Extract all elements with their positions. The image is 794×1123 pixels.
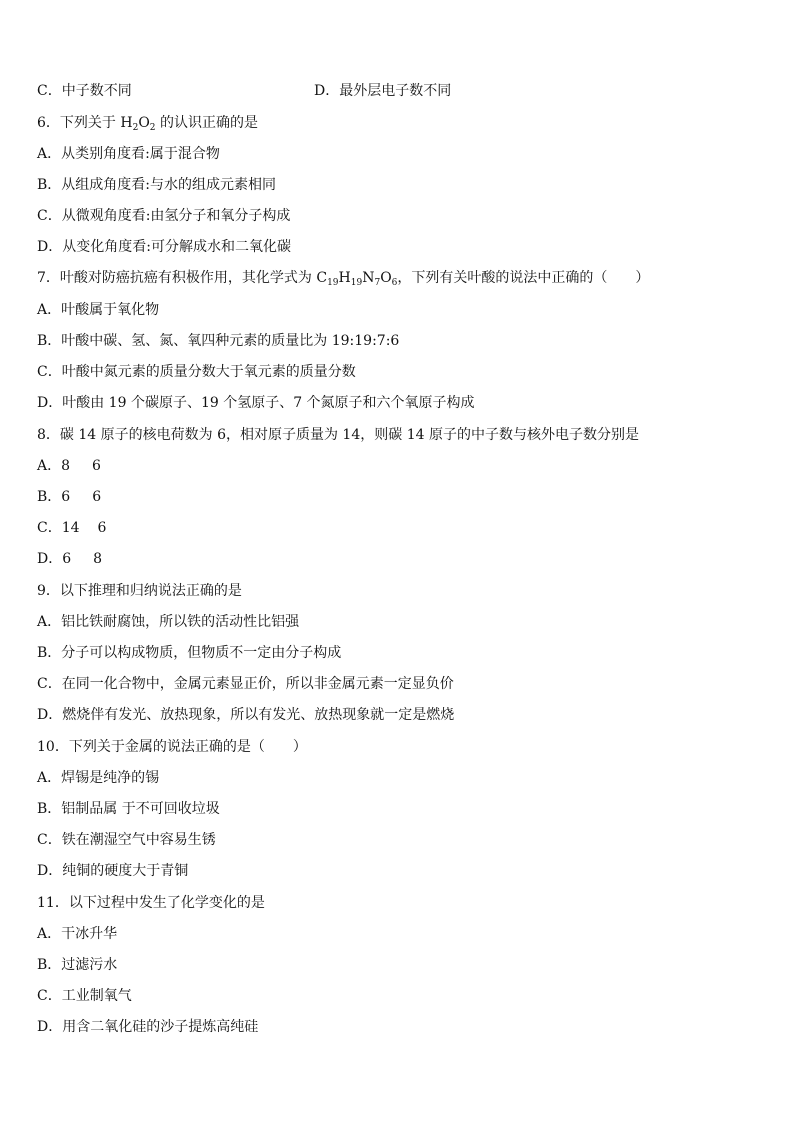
q7-stem: 7．叶酸对防癌抗癌有积极作用，其化学式为 $C_{19}H_{19}N_7O_6$，下列有关叶酸的说法中正确的（ ） <box>37 270 650 288</box>
q9-option-c: C．在同一化合物中，金属元素显正价，所以非金属元素一定显负价 <box>37 676 454 692</box>
q8-option-d: D．6 8 <box>37 551 103 567</box>
q10-option-a: A．焊锡是纯净的锡 <box>37 770 160 786</box>
q6-option-c: C．从微观角度看:由氢分子和氧分子构成 <box>37 208 291 224</box>
q5-option-c: C．中子数不同 <box>37 83 132 99</box>
q9-stem: 9．以下推理和归纳说法正确的是 <box>37 583 242 599</box>
q9-option-b: B．分子可以构成物质，但物质不一定由分子构成 <box>37 645 342 661</box>
q10-stem: 10．下列关于金属的说法正确的是（ ） <box>37 739 307 755</box>
q8-option-c: C．14 6 <box>37 520 107 536</box>
q11-option-b: B．过滤污水 <box>37 957 118 973</box>
q11-option-c: C．工业制氧气 <box>37 988 132 1004</box>
q10-option-b: B．铝制品属 于不可回收垃圾 <box>37 801 220 817</box>
q8-option-a: A．8 6 <box>37 458 101 474</box>
q6-option-a: A．从类别角度看:属于混合物 <box>37 146 220 162</box>
q7-option-d: D．叶酸由 19 个碳原子、19 个氢原子、7 个氮原子和六个氧原子构成 <box>37 395 475 411</box>
q7-option-b: B．叶酸中碳、氢、氮、氧四种元素的质量比为 19:19:7:6 <box>37 333 400 349</box>
q8-option-b: B．6 6 <box>37 489 102 505</box>
q9-option-d: D．燃烧伴有发光、放热现象，所以有发光、放热现象就一定是燃烧 <box>37 707 455 723</box>
q10-option-c: C．铁在潮湿空气中容易生锈 <box>37 832 216 848</box>
q5-option-d: D．最外层电子数不同 <box>314 83 452 99</box>
q10-option-d: D．纯铜的硬度大于青铜 <box>37 863 189 879</box>
q7-option-a: A．叶酸属于氧化物 <box>37 302 160 318</box>
q6-stem: 6．下列关于 $H_2O_2$ 的认识正确的是 <box>37 115 258 133</box>
q11-option-d: D．用含二氧化硅的沙子提炼高纯硅 <box>37 1019 259 1035</box>
q8-stem: 8．碳 14 原子的核电荷数为 6，相对原子质量为 14，则碳 14 原子的中子数与核外电子数分别是 <box>37 427 639 443</box>
q6-option-d: D．从变化角度看:可分解成水和二氧化碳 <box>37 239 291 255</box>
q11-option-a: A．干冰升华 <box>37 926 118 942</box>
q7-option-c: C．叶酸中氮元素的质量分数大于氧元素的质量分数 <box>37 364 356 380</box>
q6-option-b: B．从组成角度看:与水的组成元素相同 <box>37 177 277 193</box>
q9-option-a: A．铝比铁耐腐蚀，所以铁的活动性比铝强 <box>37 614 300 630</box>
q11-stem: 11．以下过程中发生了化学变化的是 <box>37 895 265 911</box>
